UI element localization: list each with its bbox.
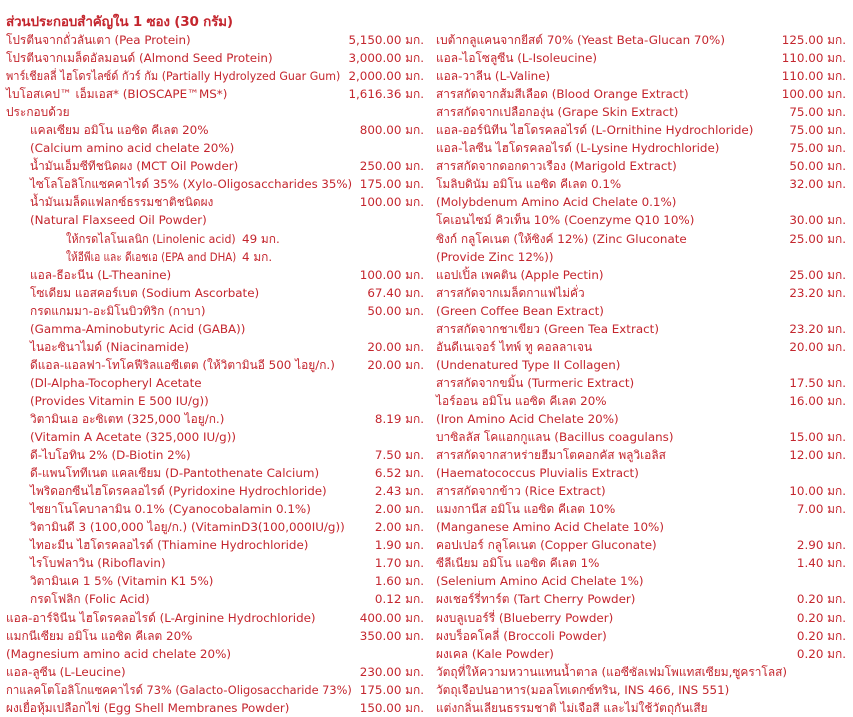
ingredient-amount: 400.00 มก. — [359, 610, 424, 625]
ingredient-row — [6, 356, 424, 374]
ingredient-name: วัตถุเจือปนอาหาร(มอลโทเดกซ์ทริน, INS 466, INS 551) — [436, 682, 730, 697]
ingredient-amount: 110.00 มก. — [781, 69, 846, 84]
ingredient-amount: 0.20 มก. — [796, 646, 846, 661]
ingredient-name: แอล-อาร์จินีน ไฮโดรคลอไรด์ (L-Arginine Hydrochloride) — [6, 610, 316, 625]
ingredient-row — [436, 338, 846, 356]
ingredient-amount: 10.00 มก. — [789, 484, 846, 499]
ingredient-amount: 800.00 มก. — [359, 123, 424, 138]
ingredient-row — [6, 302, 424, 320]
ingredient-amount: 50.00 มก. — [367, 303, 424, 318]
ingredient-name: แอล-วาลีน (L-Valine) — [436, 69, 551, 84]
ingredient-amount: 12.00 มก. — [789, 448, 846, 463]
ingredient-row — [6, 681, 424, 699]
ingredient-row — [436, 266, 846, 284]
ingredient-amount: 250.00 มก. — [359, 159, 424, 174]
ingredient-row — [436, 248, 846, 266]
ingredient-name: วิตามินเค 1 5% (Vitamin K1 5%) — [30, 574, 214, 589]
ingredient-name: (Green Coffee Bean Extract) — [436, 303, 604, 318]
ingredient-name: สารสกัดจากเมล็ดกาแฟไม่คั่ว — [436, 285, 585, 300]
ingredient-row — [436, 103, 846, 121]
ingredient-row — [436, 49, 846, 67]
ingredient-name: กรดแกมมา-อะมิโนบิวทิริก (กาบา) — [30, 303, 206, 318]
ingredient-amount: 100.00 มก. — [359, 195, 424, 210]
ingredient-amount: 32.00 มก. — [789, 177, 846, 192]
ingredient-amount: 23.20 มก. — [789, 285, 846, 300]
ingredient-amount: 0.20 มก. — [796, 592, 846, 607]
ingredient-name: พาร์เชียลลี่ ไฮโดรไลซ์ด์ กัวร์ กัม (Partially Hydrolyzed Guar Gum) — [6, 69, 341, 84]
ingredient-amount: 75.00 มก. — [789, 123, 846, 138]
ingredient-name: ให้กรดไลโนเลนิก (Linolenic acid) — [66, 231, 236, 246]
ingredient-amount: 5,150.00 มก. — [348, 33, 424, 47]
ingredient-amount: 175.00 มก. — [359, 682, 424, 697]
ingredient-amount: 150.00 มก. — [359, 700, 424, 715]
ingredient-row — [436, 482, 846, 500]
ingredient-name: ไทอะมีน ไฮโดรคลอไรด์ (Thiamine Hydrochloride) — [30, 538, 309, 553]
ingredient-name: ไบโอสเคป™ เอ็มเอส* (BIOSCAPE™MS*) — [6, 87, 228, 102]
ingredient-name: โซเดียม แอสคอร์เบต (Sodium Ascorbate) — [30, 285, 260, 300]
ingredient-name: แมงกานีส อมิโน แอซิด คีเลต 10% — [436, 502, 616, 517]
ingredient-row — [6, 85, 424, 103]
ingredient-name: (Iron Amino Acid Chelate 20%) — [436, 411, 619, 426]
ingredient-amount: 350.00 มก. — [359, 628, 424, 643]
ingredient-name: (Haematococcus Pluvialis Extract) — [436, 466, 639, 481]
ingredient-amount: 175.00 มก. — [359, 177, 424, 192]
ingredient-row — [6, 193, 424, 211]
ingredient-name: ไพริดอกซีนไฮโดรคลอไรด์ (Pyridoxine Hydrochloride) — [30, 484, 327, 499]
ingredient-column-left — [6, 31, 424, 717]
ingredient-row — [436, 67, 846, 85]
ingredient-amount: 16.00 มก. — [789, 393, 846, 408]
ingredient-row — [6, 374, 424, 392]
ingredient-amount: 7.50 มก. — [374, 448, 424, 463]
ingredient-row — [436, 31, 846, 49]
ingredient-row — [6, 320, 424, 338]
ingredient-amount: 2.00 มก. — [374, 520, 424, 535]
ingredient-row — [436, 572, 846, 590]
ingredient-amount: 1.40 มก. — [796, 556, 846, 571]
ingredient-name: ไซยาโนโคบาลามิน 0.1% (Cyanocobalamin 0.1%) — [30, 502, 311, 517]
ingredient-row — [6, 590, 424, 608]
ingredient-name: คอปเปอร์ กลูโคเนต (Copper Gluconate) — [436, 538, 657, 553]
ingredient-name: แอล-ไอโซลูซีน (L-Isoleucine) — [436, 51, 598, 66]
ingredient-name: ไนอะซินาไมด์ (Niacinamide) — [30, 339, 190, 354]
ingredient-name: (Selenium Amino Acid Chelate 1%) — [436, 574, 644, 589]
ingredient-name: (Natural Flaxseed Oil Powder) — [30, 213, 207, 228]
ingredient-name: แอล-ธีอะนีน (L-Theanine) — [30, 267, 172, 282]
ingredient-name: สารสกัดจากสาหร่ายฮีมาโตคอกคัส พลูวิเอลิส — [436, 448, 666, 463]
ingredient-name: ผงเคล (Kale Powder) — [436, 646, 554, 661]
ingredient-row — [6, 266, 424, 284]
ingredient-name: สารสกัดจากดอกดาวเรือง (Marigold Extract) — [436, 159, 677, 174]
ingredient-name: วิตามินดี 3 (100,000 ไอยู/ก.) (VitaminD3(100,000IU/g)) — [30, 520, 345, 535]
ingredient-name: (Provides Vitamin E 500 IU/g)) — [30, 393, 209, 408]
ingredient-amount: 7.00 มก. — [796, 502, 846, 517]
ingredient-amount: 0.20 มก. — [796, 610, 846, 625]
ingredient-row — [436, 356, 846, 374]
ingredient-name: ซีลีเนียม อมิโน แอซิด คีเลต 1% — [436, 556, 600, 571]
ingredient-amount: 2.90 มก. — [796, 538, 846, 553]
ingredient-name: สารสกัดจากชาเขียว (Green Tea Extract) — [436, 321, 659, 336]
ingredient-row — [436, 157, 846, 175]
ingredient-row — [436, 302, 846, 320]
ingredient-amount: 1.60 มก. — [374, 574, 424, 589]
ingredient-row — [6, 554, 424, 572]
ingredient-row — [6, 699, 424, 717]
ingredient-row — [436, 428, 846, 446]
ingredient-row — [436, 230, 846, 248]
ingredient-row — [6, 121, 424, 139]
ingredient-name: (Vitamin A Acetate (325,000 IU/g)) — [30, 430, 236, 445]
ingredient-name: ดี-ไบโอทิน 2% (D-Biotin 2%) — [30, 448, 191, 463]
ingredient-row — [436, 392, 846, 410]
ingredient-name: (Manganese Amino Acid Chelate 10%) — [436, 520, 664, 535]
ingredient-row — [6, 49, 424, 67]
ingredient-name: ผงเชอร์รี่ทาร์ต (Tart Cherry Powder) — [436, 592, 636, 607]
ingredient-name: (Undenatured Type II Collagen) — [436, 357, 621, 372]
ingredient-amount: 20.00 มก. — [789, 339, 846, 354]
ingredient-name: วัตถุที่ให้ความหวานแทนน้ำตาล (แอซีซัลเฟมโพแทสเซียม,ซูคราโลส) — [436, 664, 787, 679]
ingredient-row — [436, 139, 846, 157]
ingredient-name: (Molybdenum Amino Acid Chelate 0.1%) — [436, 195, 677, 210]
ingredient-name: แต่งกลิ่นเลียนธรรมชาติ ไม่เจือสี และไม่ใช้วัตถุกันเสีย — [436, 700, 708, 715]
ingredient-amount: 1.90 มก. — [374, 538, 424, 553]
ingredient-amount: 75.00 มก. — [789, 141, 846, 156]
ingredient-row — [6, 338, 424, 356]
ingredient-name: แอปเปิ้ล เพคติน (Apple Pectin) — [436, 267, 604, 282]
ingredient-name: โมลิบดินัม อมิโน แอซิด คีเลต 0.1% — [436, 177, 622, 192]
ingredient-name: บาซิลลัส โคแอกกูแลน (Bacillus coagulans) — [436, 430, 674, 445]
ingredient-row — [436, 446, 846, 464]
ingredient-row — [6, 157, 424, 175]
ingredient-amount: 20.00 มก. — [367, 339, 424, 354]
ingredient-row — [6, 627, 424, 645]
ingredient-row — [6, 67, 424, 85]
ingredient-row — [6, 31, 424, 49]
ingredient-name: เบต้ากลูแคนจากยีสต์ 70% (Yeast Beta-Glucan 70%) — [436, 33, 725, 47]
ingredient-amount: 30.00 มก. — [789, 213, 846, 228]
ingredient-amount: 1.70 มก. — [374, 556, 424, 571]
ingredient-name: (Dl-Alpha-Tocopheryl Acetate — [30, 375, 202, 390]
ingredient-row — [436, 681, 846, 699]
ingredient-amount: 20.00 มก. — [367, 357, 424, 372]
ingredient-row — [6, 175, 424, 193]
ingredient-row — [6, 464, 424, 482]
ingredient-row — [436, 374, 846, 392]
ingredient-amount: 3,000.00 มก. — [348, 51, 424, 66]
ingredient-name: โปรตีนจากเมล็ดอัลมอนด์ (Almond Seed Protein) — [6, 51, 273, 66]
ingredient-row — [436, 211, 846, 229]
ingredient-name: น้ำมันเมล็ดแฟลกซ์ธรรมชาติชนิดผง — [30, 195, 214, 210]
ingredient-amount: 2,000.00 มก. — [348, 69, 424, 84]
ingredient-amount: 6.52 มก. — [374, 466, 424, 481]
ingredient-name: (Calcium amino acid chelate 20%) — [30, 141, 235, 156]
ingredient-row — [436, 536, 846, 554]
ingredient-row — [436, 85, 846, 103]
ingredient-row — [436, 518, 846, 536]
ingredient-row — [436, 699, 846, 717]
ingredient-name: ไรโบฟลาวิน (Riboflavin) — [30, 556, 166, 571]
ingredient-amount: 2.00 มก. — [374, 502, 424, 517]
ingredient-row — [6, 410, 424, 428]
ingredient-row — [6, 446, 424, 464]
ingredient-sub-amount: 49 มก. — [242, 231, 280, 246]
ingredient-amount: 75.00 มก. — [789, 105, 846, 120]
ingredient-row — [6, 392, 424, 410]
ingredient-column-right — [436, 31, 846, 717]
ingredient-row — [6, 645, 424, 663]
ingredient-name: โปรตีนจากถั่วลันเตา (Pea Protein) — [6, 33, 191, 47]
ingredient-row — [436, 284, 846, 302]
ingredient-row — [436, 175, 846, 193]
ingredient-name: วิตามินเอ อะซิเตท (325,000 ไอยู/ก.) — [30, 411, 225, 426]
ingredient-row — [6, 230, 424, 248]
ingredient-amount: 0.20 มก. — [796, 628, 846, 643]
ingredient-row — [6, 284, 424, 302]
ingredient-amount: 0.12 มก. — [374, 592, 424, 607]
ingredient-name: แคลเซียม อมิโน แอซิด คีเลต 20% — [30, 123, 209, 138]
ingredient-name: ไซโลโอลิโกแซคคาไรด์ 35% (Xylo-Oligosaccharides 35%) — [30, 177, 353, 192]
ingredient-row — [6, 536, 424, 554]
ingredient-row — [436, 609, 846, 627]
ingredient-name: สารสกัดจากเปลือกองุ่น (Grape Skin Extract) — [436, 105, 679, 120]
ingredient-amount: 230.00 มก. — [359, 664, 424, 679]
ingredient-amount: 25.00 มก. — [789, 231, 846, 246]
ingredient-name: แอล-ไลซีน ไฮโดรคลอไรด์ (L-Lysine Hydrochloride) — [436, 141, 720, 156]
ingredient-amount: 110.00 มก. — [781, 51, 846, 66]
ingredient-name: สารสกัดจากข้าว (Rice Extract) — [436, 484, 606, 499]
ingredient-row — [436, 500, 846, 518]
ingredient-row — [6, 428, 424, 446]
ingredient-amount: 125.00 มก. — [781, 33, 846, 47]
ingredient-row — [6, 572, 424, 590]
ingredient-row — [436, 464, 846, 482]
ingredient-name: ประกอบด้วย — [6, 105, 70, 120]
ingredient-row — [436, 121, 846, 139]
ingredient-sub-amount: 4 มก. — [242, 249, 273, 264]
ingredient-row — [436, 193, 846, 211]
ingredient-row — [436, 410, 846, 428]
ingredient-row — [436, 663, 846, 681]
ingredient-row — [436, 554, 846, 572]
ingredient-name: ไอร์ออน อมิโน แอซิด คีเลต 20% — [436, 393, 607, 408]
ingredient-amount: 15.00 มก. — [789, 430, 846, 445]
ingredient-amount: 100.00 มก. — [781, 87, 846, 102]
ingredient-amount: 2.43 มก. — [374, 484, 424, 499]
ingredient-amount: 23.20 มก. — [789, 321, 846, 336]
ingredient-name: ผงบร็อคโคลี่ (Broccoli Powder) — [436, 628, 607, 643]
ingredient-row — [436, 645, 846, 663]
ingredient-row — [6, 211, 424, 229]
ingredient-name: สารสกัดจากส้มสีเลือด (Blood Orange Extract) — [436, 87, 689, 102]
ingredient-name: กาแลคโตโอลิโกแซคคาไรด์ 73% (Galacto-Oligosaccharide 73%) — [6, 682, 352, 697]
ingredient-name: ดี-แพนโททีเนต แคลเซียม (D-Pantothenate Calcium) — [30, 466, 320, 481]
ingredient-name: ผงเยื่อหุ้มเปลือกไข่ (Egg Shell Membranes Powder) — [6, 700, 290, 715]
ingredient-row — [6, 609, 424, 627]
ingredient-row — [6, 103, 424, 121]
ingredient-amount: 50.00 มก. — [789, 159, 846, 174]
ingredient-name: สารสกัดจากขมิ้น (Turmeric Extract) — [436, 375, 635, 390]
ingredient-name: อันดีเนเจอร์ ไทพ์ ทู คอลลาเจน — [436, 339, 593, 354]
ingredient-row — [6, 500, 424, 518]
ingredient-name: แอล-ลูซีน (L-Leucine) — [6, 664, 126, 679]
ingredient-name: ดีแอล-แอลฟา-โทโคฟีริลแอซีเตต (ให้วิตามินอี 500 ไอยู/ก.) — [30, 357, 335, 372]
ingredient-amount: 1,616.36 มก. — [348, 87, 424, 102]
ingredient-row — [436, 320, 846, 338]
ingredient-amount: 67.40 มก. — [367, 285, 424, 300]
page-title: ส่วนประกอบสำคัญใน 1 ซอง (30 กรัม) — [6, 14, 233, 30]
ingredient-row — [6, 663, 424, 681]
ingredient-name: (Magnesium amino acid chelate 20%) — [6, 646, 232, 661]
ingredient-name: ผงบลูเบอร์รี่ (Blueberry Powder) — [436, 610, 614, 625]
ingredient-name: (Provide Zinc 12%)) — [436, 249, 554, 264]
ingredient-name: (Gamma-Aminobutyric Acid (GABA)) — [30, 321, 246, 336]
ingredient-name: ให้อีพีเอ และ ดีเอชเอ (EPA and DHA) — [66, 249, 237, 264]
ingredient-row — [436, 627, 846, 645]
ingredient-name: แอล-ออร์นิทีน ไฮโดรคลอไรด์ (L-Ornithine Hydrochloride) — [436, 123, 754, 138]
ingredient-name: แมกนีเซียม อมิโน แอซิด คีเลต 20% — [6, 628, 193, 643]
ingredient-name: น้ำมันเอ็มซีทีชนิดผง (MCT Oil Powder) — [30, 159, 239, 174]
ingredient-name: โคเอนไซม์ คิวเท็น 10% (Coenzyme Q10 10%) — [436, 213, 695, 228]
ingredient-row — [6, 248, 424, 266]
ingredient-amount: 8.19 มก. — [374, 411, 424, 426]
ingredient-row — [6, 139, 424, 157]
ingredient-row — [436, 590, 846, 608]
ingredient-name: ซิงก์ กลูโคเนต (ให้ซิงค์ 12%) (Zinc Gluconate — [436, 231, 687, 246]
ingredient-row — [6, 482, 424, 500]
ingredient-amount: 100.00 มก. — [359, 267, 424, 282]
ingredient-name: กรดโฟลิก (Folic Acid) — [30, 592, 150, 607]
ingredient-row — [6, 518, 424, 536]
ingredient-amount: 25.00 มก. — [789, 267, 846, 282]
ingredient-amount: 17.50 มก. — [789, 375, 846, 390]
